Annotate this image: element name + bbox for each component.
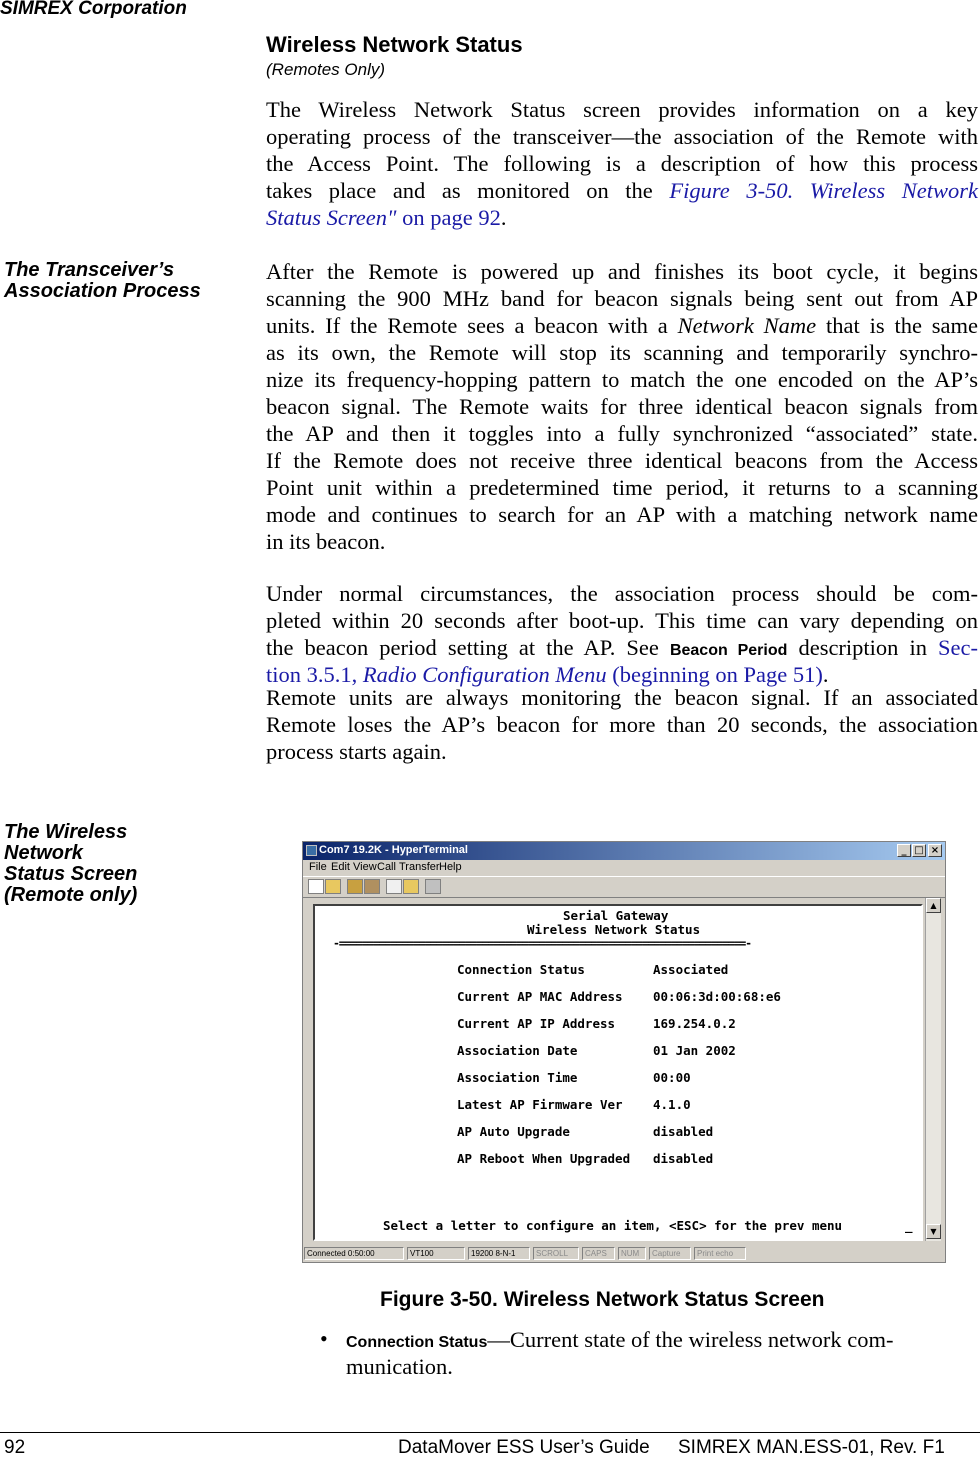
row-label: Latest AP Firmware Ver xyxy=(457,1097,623,1112)
figure-link-cont[interactable]: Status Screen" xyxy=(266,205,397,230)
call-icon[interactable] xyxy=(347,879,363,894)
section-link-cont[interactable]: tion 3.5.1, xyxy=(266,662,363,687)
row-value: 01 Jan 2002 xyxy=(653,1043,736,1058)
association-paragraph-2 xyxy=(266,580,978,688)
figure-link[interactable]: Figure 3-50. Wireless Network xyxy=(669,178,978,203)
menu-view[interactable]: View xyxy=(353,861,377,873)
vertical-scrollbar[interactable] xyxy=(925,898,941,1241)
terminal-cursor: _ xyxy=(905,1218,913,1233)
association-heading xyxy=(4,260,201,302)
text-line: scanning the 900 MHz band for beacon signals being sent out from AP xyxy=(266,286,978,311)
text-line: Point unit within a predetermined time period, it returns to a scanning xyxy=(266,475,978,500)
disconnect-icon[interactable] xyxy=(364,879,380,894)
status-bar xyxy=(303,1246,945,1262)
send-icon[interactable] xyxy=(386,879,402,894)
text-line: mode and continues to search for an AP with a matching network name xyxy=(266,502,978,527)
text-line: in its beacon. xyxy=(266,529,386,554)
text-line: pleted within 20 seconds after boot-up. This time can vary depending on xyxy=(266,608,978,633)
toolbar xyxy=(303,876,945,898)
text-run: that is the same xyxy=(816,313,978,338)
text-line: The Wireless Network Status screen provides information on a key xyxy=(266,97,978,122)
window-titlebar xyxy=(303,842,945,860)
status-scroll: SCROLL xyxy=(533,1247,579,1260)
text-line: the AP and then it toggles into a fully synchronized “associated” state. xyxy=(266,421,978,446)
text-line: process starts again. xyxy=(266,739,447,764)
close-icon[interactable]: × xyxy=(928,844,942,857)
document-id: SIMREX MAN.ESS-01, Rev. F1 xyxy=(678,1437,945,1458)
row-label: Association Time xyxy=(457,1070,578,1085)
text-line: the Access Point. The following is a description of how this process xyxy=(266,151,978,176)
terminal-screen xyxy=(313,904,923,1241)
row-label: AP Auto Upgrade xyxy=(457,1124,570,1139)
status-settings: 19200 8-N-1 xyxy=(468,1247,530,1260)
text-line xyxy=(266,177,978,204)
terminal-prompt: Select a letter to configure an item, <ESC> for the prev menu xyxy=(383,1218,843,1233)
heading-line: Status Screen xyxy=(4,863,138,885)
hyperterminal-window xyxy=(302,841,946,1263)
association-paragraph-1 xyxy=(266,258,978,555)
section-title: Wireless Network Status xyxy=(266,32,523,57)
heading-line: Network xyxy=(4,842,83,864)
window-title: Com7 19.2K - HyperTerminal xyxy=(319,844,468,856)
maximize-icon[interactable]: □ xyxy=(912,844,926,857)
row-value: 4.1.0 xyxy=(653,1097,691,1112)
page-link[interactable]: (beginning on Page 51) xyxy=(606,662,823,687)
association-paragraph-3 xyxy=(266,684,978,765)
row-label: Connection Status xyxy=(457,962,585,977)
guide-title: DataMover ESS User’s Guide xyxy=(398,1437,650,1458)
row-value: 169.254.0.2 xyxy=(653,1016,736,1031)
bullet-marker: • xyxy=(320,1326,328,1351)
text-line: After the Remote is powered up and finishes its boot cycle, it begins xyxy=(266,259,978,284)
status-num: NUM xyxy=(618,1247,646,1260)
menu-help[interactable]: Help xyxy=(439,861,462,873)
heading-line: The Transceiver’s xyxy=(4,259,175,281)
text-line: operating process of the transceiver—the association of the Remote with xyxy=(266,124,978,149)
status-screen-heading xyxy=(4,822,137,906)
row-value: 00:00 xyxy=(653,1070,691,1085)
row-value: disabled xyxy=(653,1151,714,1166)
text-line: beacon signal. The Remote waits for three identical beacon signals from xyxy=(266,394,978,419)
text-run: units. If the Remote sees a beacon with a xyxy=(266,313,678,338)
status-capture: Capture xyxy=(649,1247,691,1260)
text-line: nize its frequency-hopping pattern to match the one encoded on the AP’s xyxy=(266,367,978,392)
status-caps: CAPS xyxy=(582,1247,615,1260)
heading-line: Association Process xyxy=(4,280,201,302)
bullet-text: —Current state of the wireless network com- xyxy=(487,1327,894,1352)
text-run: . xyxy=(822,662,829,687)
properties-icon[interactable] xyxy=(425,879,441,894)
text-run: description in xyxy=(787,635,939,660)
text-run: the beacon period setting at the AP. See xyxy=(266,635,670,660)
bullet-line: munication. xyxy=(346,1354,453,1379)
section-subtitle: (Remotes Only) xyxy=(266,60,386,79)
footer-rule xyxy=(0,1432,980,1433)
row-value: 00:06:3d:00:68:e6 xyxy=(653,989,781,1004)
row-value: disabled xyxy=(653,1124,714,1139)
text-line: Remote units are always monitoring the beacon signal. If an associated xyxy=(266,685,978,710)
text-run: . xyxy=(500,205,507,230)
bullet-item xyxy=(346,1326,964,1380)
row-label: Current AP MAC Address xyxy=(457,989,623,1004)
company-header: SIMREX Corporation xyxy=(0,0,187,19)
new-icon[interactable] xyxy=(308,879,324,894)
intro-paragraph xyxy=(266,96,978,231)
menu-edit[interactable]: Edit xyxy=(331,861,350,873)
network-name-term: Network Name xyxy=(677,313,817,338)
connection-status-term: Connection Status xyxy=(346,1334,488,1351)
text-line xyxy=(266,634,978,661)
page-number: 92 xyxy=(4,1437,26,1458)
receive-icon[interactable] xyxy=(403,879,419,894)
section-link[interactable]: Sec- xyxy=(938,635,979,660)
text-line: Remote loses the AP’s beacon for more than 20 seconds, the association xyxy=(266,712,978,737)
minimize-icon[interactable]: _ xyxy=(897,844,911,857)
scroll-up-icon[interactable]: ▲ xyxy=(926,898,941,913)
row-label: Association Date xyxy=(457,1043,578,1058)
figure-caption: Figure 3-50. Wireless Network Status Screen xyxy=(380,1288,825,1311)
heading-line: The Wireless xyxy=(4,821,128,843)
row-value: Associated xyxy=(653,962,729,977)
menu-call[interactable]: Call xyxy=(377,861,396,873)
text-line xyxy=(266,204,978,231)
hyperterminal-icon xyxy=(306,845,317,856)
text-line: Under normal circumstances, the association process should be com- xyxy=(266,581,978,606)
text-line xyxy=(266,312,978,339)
menu-transfer[interactable]: Transfer xyxy=(399,861,440,873)
menu-bar xyxy=(303,860,945,875)
row-label: Current AP IP Address xyxy=(457,1016,616,1031)
heading-line: (Remote only) xyxy=(4,884,138,906)
beacon-period-term: Beacon Period xyxy=(669,642,788,659)
open-icon[interactable] xyxy=(325,879,341,894)
status-print-echo: Print echo xyxy=(694,1247,746,1260)
row-label: AP Reboot When Upgraded xyxy=(457,1151,631,1166)
terminal-divider: -=======================================================================- xyxy=(333,936,751,950)
terminal-title: Serial Gateway xyxy=(563,908,669,923)
bullet-line xyxy=(346,1326,964,1353)
status-connected: Connected 0:50:00 xyxy=(304,1247,404,1260)
scroll-down-icon[interactable]: ▼ xyxy=(926,1224,941,1239)
text-line: as its own, the Remote will stop its scanning and temporarily synchro- xyxy=(266,340,978,365)
radio-config-link[interactable]: Radio Configuration Menu xyxy=(362,662,607,687)
menu-file[interactable]: File xyxy=(309,861,327,873)
page-link[interactable]: on page 92 xyxy=(396,205,501,230)
text-line: If the Remote does not receive three identical beacons from the Access xyxy=(266,448,978,473)
text-run: takes place and as monitored on the xyxy=(266,178,670,203)
status-emulation: VT100 xyxy=(407,1247,465,1260)
terminal-subtitle: Wireless Network Status xyxy=(527,922,701,937)
